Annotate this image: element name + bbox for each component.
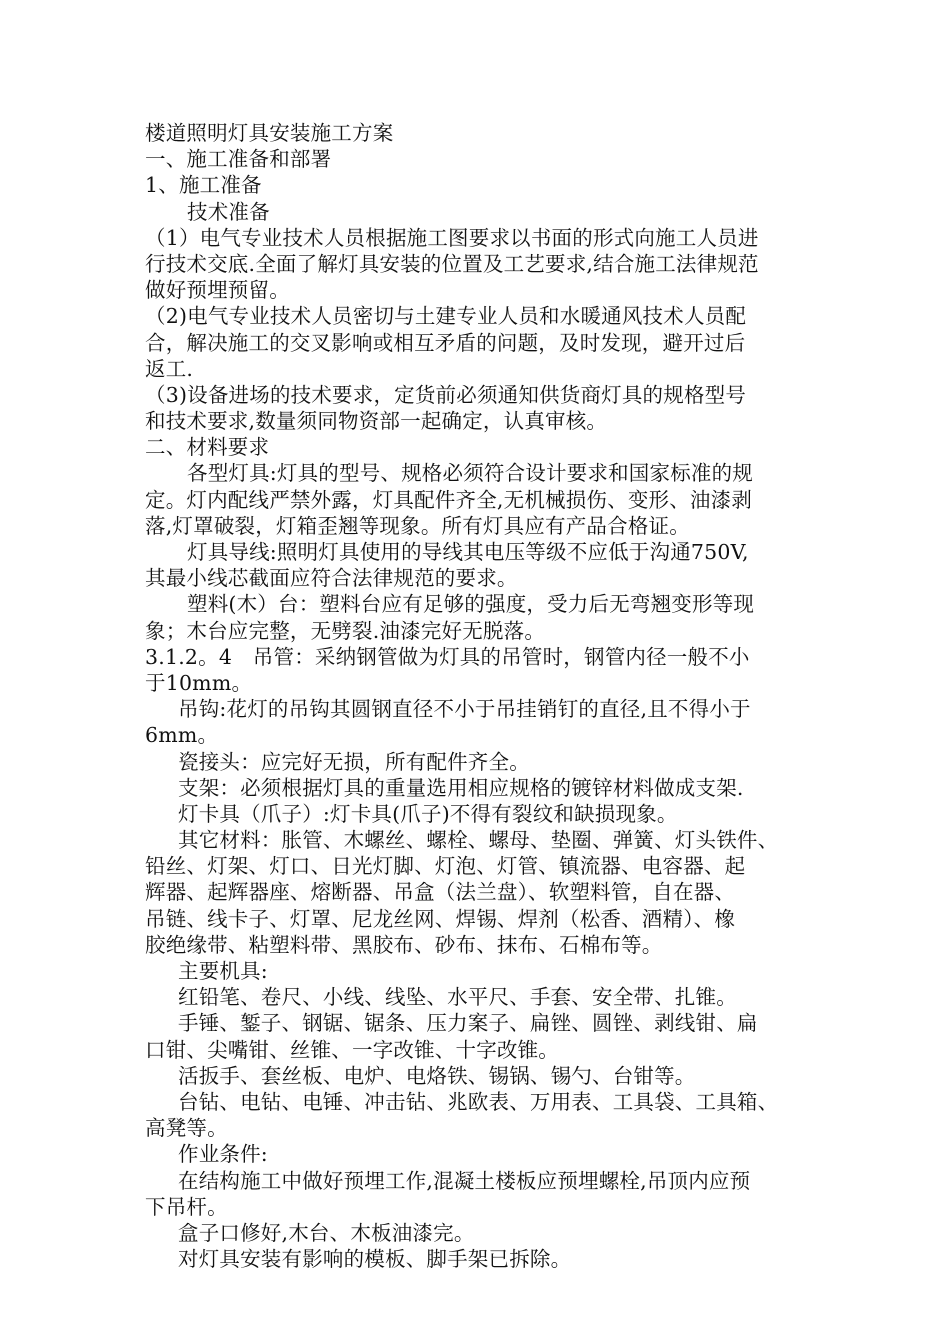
- text-line: 在结构施工中做好预埋工作,混凝土楼板应预埋螺栓,吊顶内应预: [178, 1168, 751, 1193]
- text-line: 塑料(木）台：塑料台应有足够的强度，受力后无弯翘变形等现: [187, 592, 755, 617]
- text-line: 下吊杆。: [145, 1194, 228, 1219]
- text-line: （2)电气专业技术人员密切与土建专业人员和水暖通风技术人员配: [145, 304, 747, 329]
- text-line: 手锤、錾子、钢锯、锯条、压力案子、扁锉、圆锉、剥线钳、扁: [178, 1011, 758, 1036]
- document-lines: [145, 146, 825, 1272]
- text-line: 活扳手、套丝板、电炉、电烙铁、锡锅、锡勺、台钳等。: [178, 1063, 696, 1088]
- text-line: 其它材料：胀管、木螺丝、螺栓、螺母、垫圈、弹簧、灯头铁件、: [178, 828, 779, 853]
- text-line: 一、施工准备和部署: [145, 147, 332, 172]
- text-line: 红铅笔、卷尺、小线、线坠、水平尺、手套、安全带、扎锥。: [178, 985, 737, 1010]
- text-line: 3.1.2。4 吊管：采纳钢管做为灯具的吊管时，钢管内径一般不小: [145, 644, 750, 669]
- text-line: 象；木台应完整，无劈裂.油漆完好无脱落。: [145, 618, 546, 643]
- text-line: 定。灯内配线严禁外露，灯具配件齐全,无机械损伤、变形、油漆剥: [145, 487, 753, 512]
- text-line: 做好预埋预留。: [145, 278, 290, 303]
- text-line: 1、施工准备: [145, 173, 262, 198]
- document-body: [145, 120, 825, 1272]
- text-line: 盒子口修好,木台、木板油漆完。: [178, 1220, 475, 1245]
- text-line: 吊链、线卡子、灯罩、尼龙丝网、焊锡、焊剂（松香、酒精）、橡: [145, 906, 736, 931]
- text-line: 口钳、尖嘴钳、丝锥、一字改锥、十字改锥。: [145, 1037, 559, 1062]
- text-line: 台钻、电钻、电锤、冲击钻、兆欧表、万用表、工具袋、工具箱、: [178, 1089, 779, 1114]
- text-line: 于10mm。: [145, 670, 253, 695]
- text-line: 6mm。: [145, 723, 219, 748]
- text-line: （1）电气专业技术人员根据施工图要求以书面的形式向施工人员进: [145, 225, 759, 250]
- text-line: 行技术交底.全面了解灯具安装的位置及工艺要求,结合施工法律规范: [145, 251, 759, 276]
- document-title: 楼道照明灯具安装施工方案: [145, 121, 394, 145]
- text-line: 灯卡具（爪子）:灯卡具(爪子)不得有裂纹和缺损现象。: [178, 801, 678, 826]
- text-line: 吊钩:花灯的吊钩其圆钢直径不小于吊挂销钉的直径,且不得小于: [178, 697, 751, 722]
- text-line: 高凳等。: [145, 1116, 228, 1141]
- text-line: 铅丝、灯架、灯口、日光灯脚、灯泡、灯管、镇流器、电容器、起: [145, 854, 746, 879]
- text-line: 二、材料要求: [145, 435, 270, 460]
- text-line: 辉器、起辉器座、熔断器、吊盒（法兰盘）、软塑料管，自在器、: [145, 880, 736, 905]
- text-line: 胶绝缘带、粘塑料带、黑胶布、砂布、抹布、石棉布等。: [145, 932, 663, 957]
- text-line: 灯具导线:照明灯具使用的导线其电压等级不应低于沟通750V,: [187, 540, 749, 564]
- text-line: 支架：必须根据灯具的重量选用相应规格的镀锌材料做成支架.: [178, 775, 744, 800]
- text-line: 其最小线芯截面应符合法律规范的要求。: [145, 566, 518, 591]
- text-line: 和技术要求,数量须同物资部一起确定，认真审核。: [145, 409, 608, 434]
- text-line: 技术准备: [187, 199, 270, 224]
- text-line: 主要机具:: [178, 959, 268, 983]
- text-line: 作业条件:: [178, 1142, 268, 1167]
- text-line: 合，解决施工的交叉影响或相互矛盾的问题，及时发现，避开过后: [145, 330, 746, 355]
- text-line: 对灯具安装有影响的模板、脚手架已拆除。: [178, 1247, 572, 1272]
- text-line: 各型灯具:灯具的型号、规格必须符合设计要求和国家标准的规: [187, 461, 754, 486]
- text-line: 瓷接头：应完好无损，所有配件齐全。: [178, 749, 530, 774]
- text-line: 返工.: [145, 356, 194, 381]
- text-line: （3)设备进场的技术要求，定货前必须通知供货商灯具的规格型号: [145, 382, 747, 407]
- text-line: 落,灯罩破裂，灯箱歪翘等现象。所有灯具应有产品合格证。: [145, 513, 690, 538]
